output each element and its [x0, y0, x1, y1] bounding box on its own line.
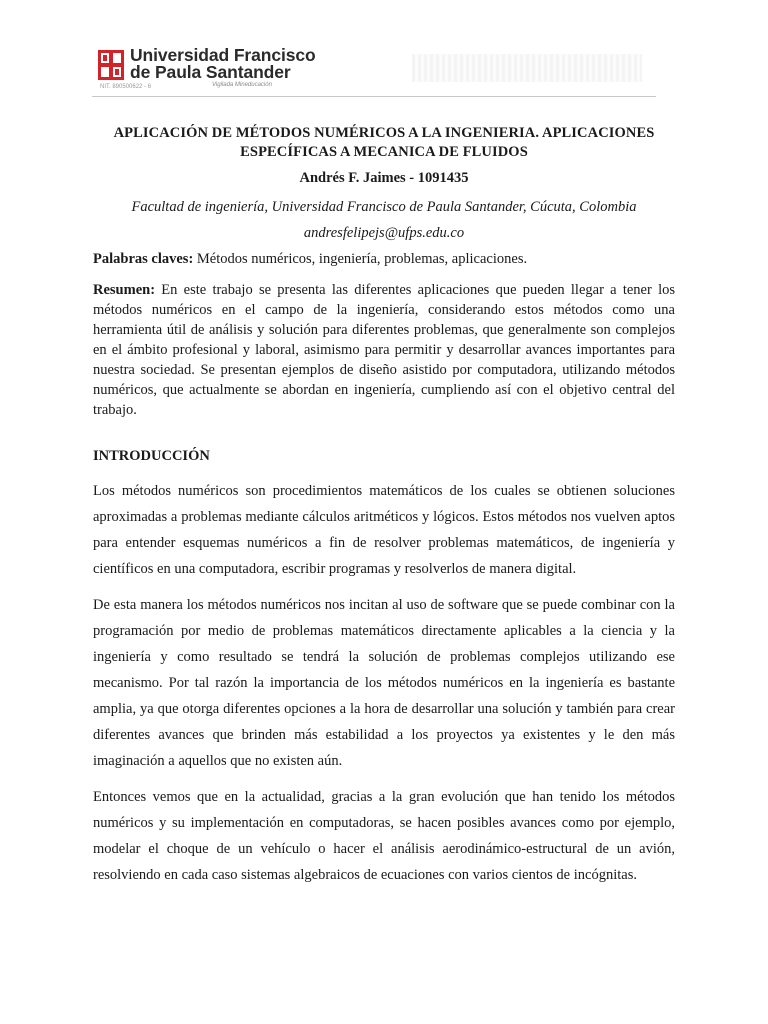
intro-paragraph-3: Entonces vemos que en la actualidad, gracias a la gran evolución que han tenido los métodos numéricos y su implementación en computadoras, se hacen posibles avances como por ejemplo, modelar el choque de un vehículo o hacer el análisis aerodinámico-estructural de un avión, resolviendo en cada caso sistemas algebraicos de ecuaciones con varios cientos de incógnitas.: [93, 789, 675, 883]
university-name: [130, 47, 316, 81]
abstract-label: Resumen:: [93, 282, 156, 298]
paper-title: [93, 124, 675, 162]
paper-title-line1: APLICACIÓN DE MÉTODOS NUMÉRICOS A LA INGENIERIA. APLICACIONES: [113, 125, 655, 141]
abstract-text: En este trabajo se presenta las diferentes aplicaciones que pueden llegar a tener los métodos numéricos en el campo de la ingeniería, considerando estos métodos como una herramienta útil de análisis y solución para diferentes problemas, que generalmente son complejos en el ámbito profesional y laboral, asimismo para permitir y desarrollar avances importantes para nuestra sociedad. Se presentan ejemplos de diseño asistido por computadora, utilizando métodos numéricos, que actualmente se abordan en ingeniería, cumpliendo así con el objetivo central del trabajo.: [93, 282, 675, 418]
university-header: [92, 44, 656, 97]
keywords-label: Palabras claves:: [93, 251, 194, 267]
section-heading-introduccion: INTRODUCCIÓN: [93, 448, 210, 464]
nit-label: NIT. 890500622 - 6: [100, 84, 152, 90]
vigilada-label: Vigilada Mineducación: [212, 82, 272, 88]
intro-paragraph-2: De esta manera los métodos numéricos nos incitan al uso de software que se puede combinar con la programación por medio de problemas matemáticos directamente aplicables a la ciencia y la ingeniería y como resultado se tendrá la solución de problemas complejos utilizando ese mecanismo. Por tal razón la importancia de los métodos numéricos en la ingeniería es bastante amplia, ya que otorga diferentes opciones a la hora de desarrollar una solución y también para crear diferentes avances que brinden más estabilidad a los proyectos ya existentes y le den más imaginación a aquellos que no existen aún.: [93, 597, 675, 769]
university-name-line2: de Paula Santander: [130, 62, 291, 82]
affiliation: Facultad de ingeniería, Universidad Francisco de Paula Santander, Cúcuta, Colombia: [131, 199, 637, 215]
author: Andrés F. Jaimes - 1091435: [299, 170, 469, 186]
university-name-line1: Universidad Francisco: [130, 45, 316, 65]
paper-title-line2: ESPECÍFICAS A MECANICA DE FLUIDOS: [240, 144, 528, 160]
abstract: [93, 280, 675, 420]
paper-body: [93, 124, 675, 898]
intro-paragraph-1: Los métodos numéricos son procedimientos matemáticos de los cuales se obtienen soluciones aproximadas a problemas mediante cálculos aritméticos y lógicos. Estos métodos nos vuelven aptos para entender esquemas numéricos a fin de resolver problemas matemáticos, de ingeniería y científicos en una computadora, escribir programas y resolverlos de manera digital.: [93, 483, 675, 577]
keywords-text: Métodos numéricos, ingeniería, problemas, aplicaciones.: [193, 251, 528, 267]
author-email[interactable]: andresfelipejs@ufps.edu.co: [303, 225, 465, 241]
ufps-logo-icon: [98, 50, 124, 80]
keywords: [93, 251, 675, 268]
header-watermark: [412, 54, 642, 82]
